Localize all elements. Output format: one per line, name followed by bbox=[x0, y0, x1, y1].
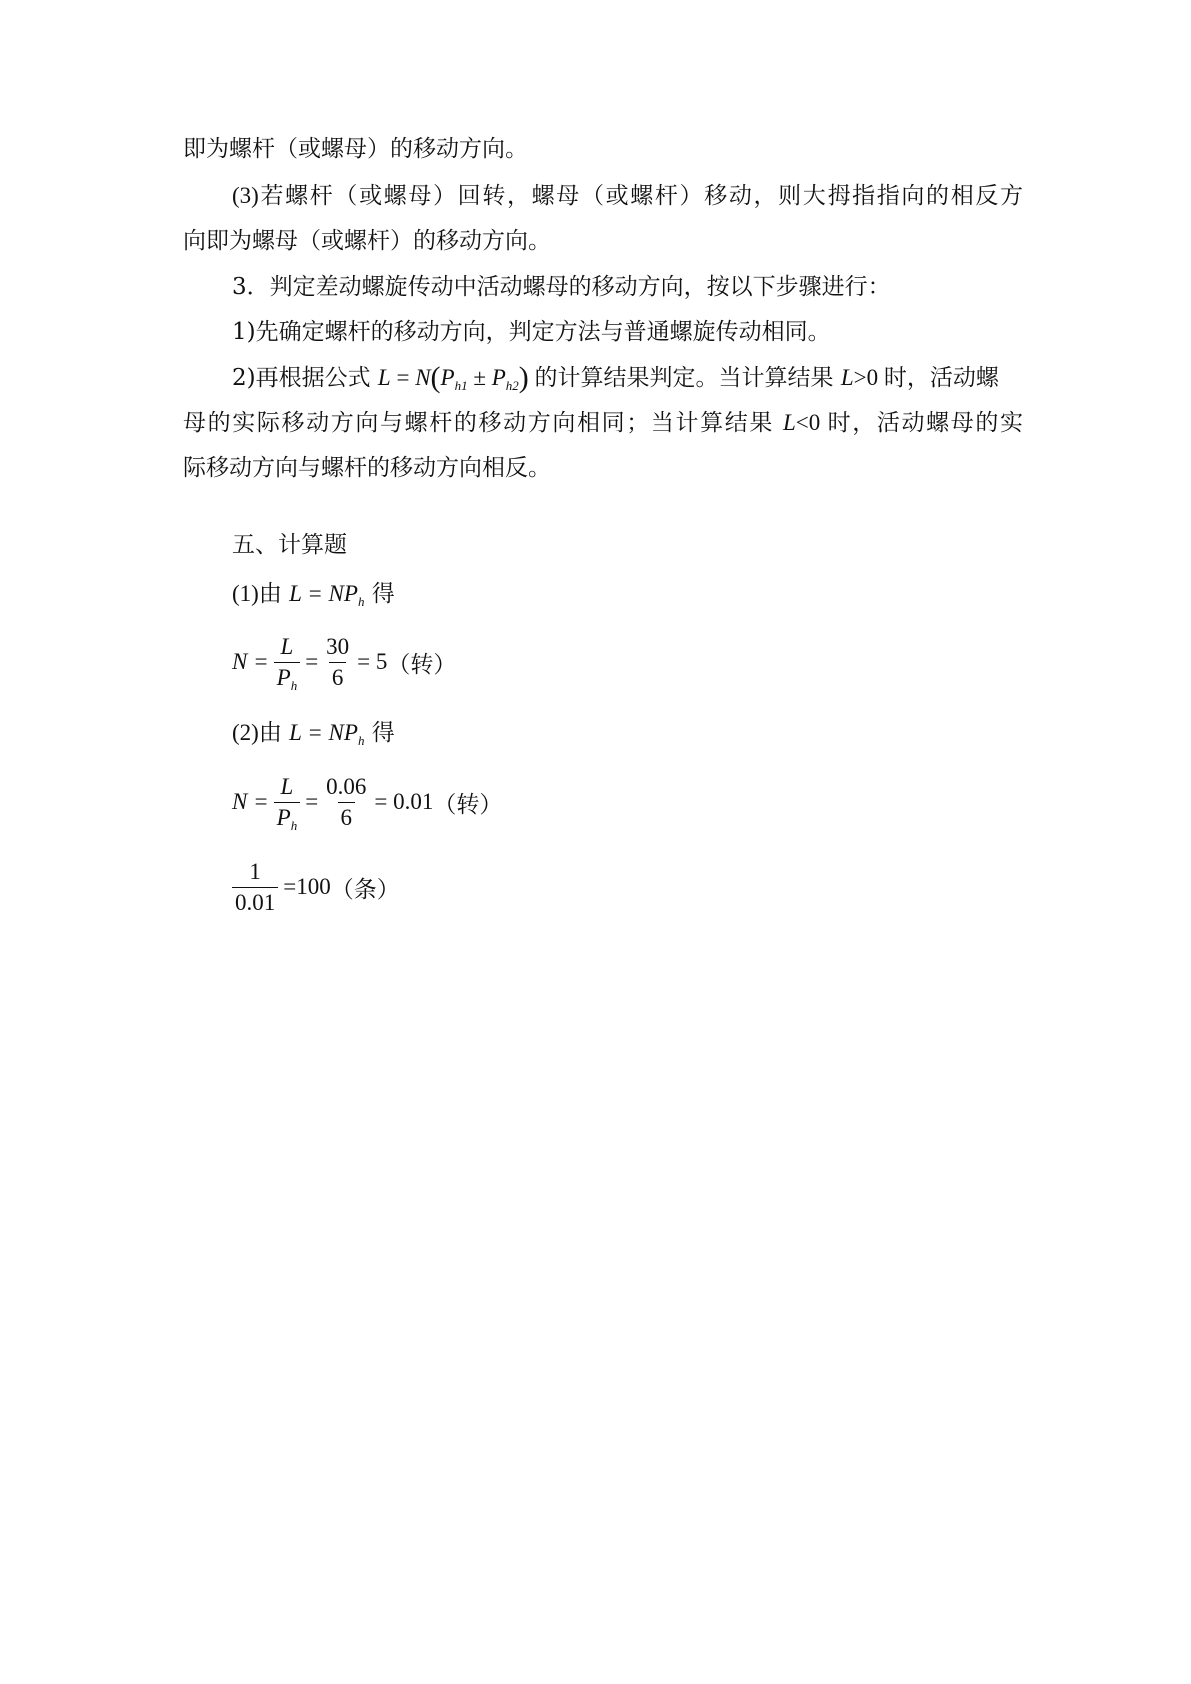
denominator: P bbox=[276, 664, 291, 690]
formula-differential: $L = N(P_{h1} \pm P_{h2})$ bbox=[377, 361, 529, 394]
denominator: 6 bbox=[338, 802, 356, 833]
text: 向即为螺母（或螺杆）的移动方向。 bbox=[183, 228, 551, 254]
unit: （转） bbox=[387, 651, 457, 678]
text: 若螺杆（或螺母）回转，螺母（或螺杆）移动，则大拇指指向的相反方 bbox=[258, 183, 1023, 209]
sub-h: h bbox=[290, 817, 298, 833]
text: 1)先确定螺杆的移动方向，判定方法与普通螺旋传动相同。 bbox=[232, 319, 831, 345]
paragraph-line bbox=[183, 226, 1023, 256]
numerator: 0.06 bbox=[326, 773, 367, 799]
part1-statement bbox=[232, 579, 1072, 609]
result: =100 bbox=[283, 874, 331, 899]
var-L: L bbox=[377, 365, 391, 390]
sub-h1: h1 bbox=[454, 378, 468, 393]
numerator: 1 bbox=[249, 858, 261, 884]
formula: L = NP bbox=[289, 581, 358, 606]
paragraph-line bbox=[183, 134, 1023, 164]
text: 五、计算题 bbox=[232, 532, 347, 558]
result: = 5 bbox=[357, 649, 388, 674]
text: 母的实际移动方向与螺杆的移动方向相同；当计算结果 bbox=[183, 410, 775, 436]
denominator: P bbox=[276, 804, 291, 830]
numerator: L bbox=[280, 633, 294, 659]
result: = 0.01 bbox=[374, 789, 434, 814]
unit: （条） bbox=[330, 876, 400, 903]
var-P: P bbox=[440, 365, 455, 390]
plus-minus: ± bbox=[473, 365, 486, 390]
numerator: 30 bbox=[326, 633, 350, 659]
denominator: 6 bbox=[329, 662, 347, 693]
point-heading bbox=[232, 272, 1072, 302]
text: 即为螺杆（或螺母）的移动方向。 bbox=[183, 136, 528, 162]
part1-equation bbox=[232, 630, 456, 694]
text: 3．判定差动螺旋传动中活动螺母的移动方向，按以下步骤进行： bbox=[232, 274, 891, 300]
fraction bbox=[232, 857, 278, 918]
text: 2)再根据公式 bbox=[232, 365, 371, 391]
formula: L = NP bbox=[289, 720, 358, 745]
var-N: N bbox=[415, 365, 431, 390]
fraction bbox=[323, 772, 369, 833]
var-L: L bbox=[782, 410, 796, 435]
text: 的计算结果判定。当计算结果 bbox=[534, 365, 834, 391]
var-L: L bbox=[840, 365, 854, 390]
part2-statement bbox=[232, 718, 1072, 748]
part2-thread-count bbox=[232, 855, 400, 919]
text: 得 bbox=[371, 581, 395, 607]
sub-h2: h2 bbox=[505, 378, 519, 393]
paragraph-line bbox=[232, 181, 1023, 211]
step-line bbox=[232, 317, 1072, 347]
sub-h: h bbox=[357, 733, 365, 748]
sub-h: h bbox=[357, 594, 365, 609]
equals: = bbox=[305, 789, 319, 814]
part2-equation bbox=[232, 770, 502, 834]
eq-lhs: N = bbox=[232, 649, 269, 674]
equals: = bbox=[396, 365, 410, 390]
text: 际移动方向与螺杆的移动方向相反。 bbox=[183, 455, 551, 481]
section-heading bbox=[232, 530, 1072, 560]
equals: = bbox=[305, 649, 319, 674]
numerator: L bbox=[280, 773, 294, 799]
sub-h: h bbox=[290, 677, 298, 693]
unit: （转） bbox=[433, 791, 503, 818]
step-line bbox=[232, 363, 1023, 393]
paragraph-line bbox=[183, 408, 1023, 438]
var-P: P bbox=[491, 365, 506, 390]
part-number: (1)由 bbox=[232, 581, 282, 606]
condition: <0 时，活动螺母的实 bbox=[795, 410, 1023, 435]
fraction bbox=[323, 632, 352, 693]
condition: >0 时，活动螺 bbox=[853, 365, 999, 390]
eq-lhs: N = bbox=[232, 789, 269, 814]
fraction bbox=[274, 632, 301, 693]
denominator: 0.01 bbox=[232, 887, 278, 918]
fraction bbox=[274, 772, 301, 833]
text: 得 bbox=[371, 720, 395, 746]
part-number: (2)由 bbox=[232, 720, 282, 745]
item-number: (3) bbox=[232, 183, 259, 208]
paragraph-line bbox=[183, 453, 1023, 483]
